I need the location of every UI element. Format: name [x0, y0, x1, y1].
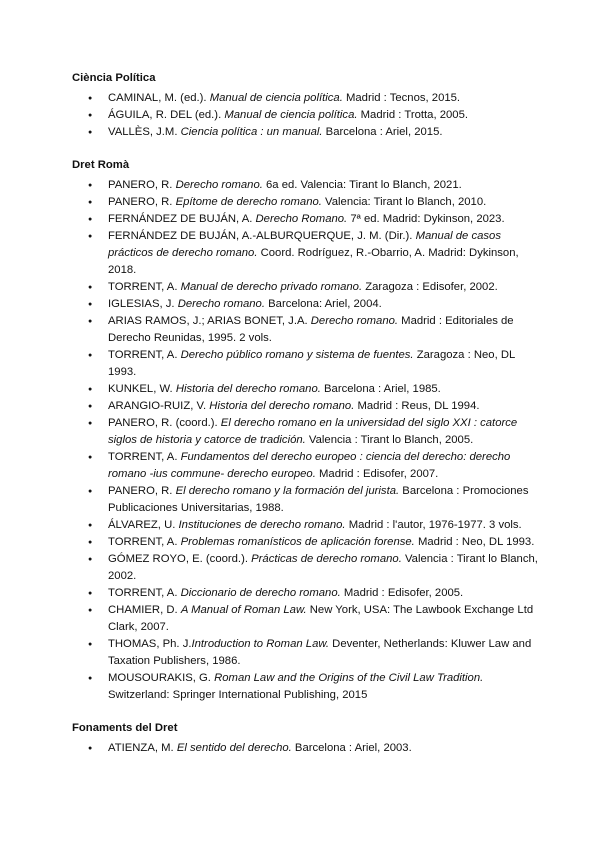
bullet-icon: ●	[88, 233, 93, 240]
reference-item	[72, 398, 540, 415]
reference-publication: Deventer, Netherlands: Kluwer Law and Taxation Publishers, 1986.	[108, 638, 532, 667]
reference-publication: Valencia : Tirant lo Blanch, 2002.	[108, 553, 538, 582]
reference-author: TORRENT, A.	[108, 536, 181, 548]
reference-author: KUNKEL, W.	[108, 383, 176, 395]
reference-item	[72, 517, 540, 534]
bullet-icon: ●	[88, 607, 93, 614]
reference-author: PANERO, R.	[108, 179, 176, 191]
reference-item	[72, 296, 540, 313]
bullet-icon: ●	[88, 454, 93, 461]
bullet-icon: ●	[88, 182, 93, 189]
bullet-icon: ●	[88, 216, 93, 223]
reference-author: FERNÁNDEZ DE BUJÁN, A.	[108, 213, 256, 225]
reference-item	[72, 415, 540, 449]
reference-author: MOUSOURAKIS, G.	[108, 672, 215, 684]
reference-author: TORRENT, A.	[108, 281, 181, 293]
reference-title: Historia del derecho romano.	[209, 400, 355, 412]
bullet-icon: ●	[88, 352, 93, 359]
reference-publication: Madrid : Neo, DL 1993.	[414, 536, 535, 548]
reference-title: Instituciones de derecho romano.	[178, 519, 346, 531]
reference-publication: Zaragoza : Neo, DL 1993.	[108, 349, 515, 378]
reference-publication: Madrid : Reus, DL 1994.	[354, 400, 480, 412]
reference-item	[72, 483, 540, 517]
reference-author: ARIAS RAMOS, J.; ARIAS BONET, J.A.	[108, 315, 311, 327]
bullet-icon: ●	[88, 95, 93, 102]
bullet-icon: ●	[88, 301, 93, 308]
reference-item	[72, 347, 540, 381]
reference-item	[72, 90, 540, 107]
reference-item	[72, 211, 540, 228]
reference-item	[72, 194, 540, 211]
reference-title: Derecho romano.	[175, 179, 263, 191]
bullet-icon: ●	[88, 129, 93, 136]
reference-publication: Switzerland: Springer International Publishing, 2015	[108, 689, 368, 701]
reference-publication: 7ª ed. Madrid: Dykinson, 2023.	[347, 213, 505, 225]
reference-title: El derecho romano en la universidad del siglo XXI : catorce siglos de historia y catorce de tradición.	[108, 417, 518, 446]
reference-item	[72, 177, 540, 194]
bullet-icon: ●	[88, 745, 93, 752]
reference-author: PANERO, R. (coord.).	[108, 417, 221, 429]
reference-item	[72, 551, 540, 585]
reference-author: TORRENT, A.	[108, 451, 181, 463]
reference-author: THOMAS, Ph. J.	[108, 638, 192, 650]
reference-publication: Barcelona : Ariel, 2015.	[322, 126, 443, 138]
reference-author: TORRENT, A.	[108, 587, 181, 599]
reference-title: Problemas romanísticos de aplicación forense.	[180, 536, 415, 548]
reference-title: Manual de ciencia política.	[209, 92, 343, 104]
reference-publication: Madrid : Trotta, 2005.	[357, 109, 469, 121]
reference-author: PANERO, R.	[108, 485, 176, 497]
reference-item	[72, 107, 540, 124]
reference-item	[72, 449, 540, 483]
reference-item	[72, 636, 540, 670]
reference-publication: Madrid : Edisofer, 2007.	[315, 468, 439, 480]
bullet-icon: ●	[88, 488, 93, 495]
bullet-icon: ●	[88, 590, 93, 597]
reference-publication: Zaragoza : Edisofer, 2002.	[362, 281, 498, 293]
reference-title: Derecho romano.	[177, 298, 265, 310]
reference-publication: Valencia : Tirant lo Blanch, 2005.	[305, 434, 474, 446]
reference-publication: Madrid : Editoriales de Derecho Reunidas, 1995. 2 vols.	[108, 315, 514, 344]
bullet-icon: ●	[88, 556, 93, 563]
reference-author: ATIENZA, M.	[108, 742, 177, 754]
bullet-icon: ●	[88, 403, 93, 410]
reference-publication: New York, USA: The Lawbook Exchange Ltd Clark, 2007.	[108, 604, 534, 633]
reference-author: CAMINAL, M. (ed.).	[108, 92, 210, 104]
reference-item	[72, 279, 540, 296]
reference-item	[72, 670, 540, 704]
reference-title: Roman Law and the Origins of the Civil Law Tradition.	[214, 672, 484, 684]
reference-author: ÁLVAREZ, U.	[108, 519, 179, 531]
reference-list	[72, 90, 542, 141]
bullet-icon: ●	[88, 284, 93, 291]
section-heading: Ciència Política	[72, 72, 156, 84]
reference-list	[72, 177, 542, 704]
bullet-icon: ●	[88, 539, 93, 546]
reference-publication: Madrid : l'autor, 1976-1977. 3 vols.	[345, 519, 522, 531]
bullet-icon: ●	[88, 386, 93, 393]
bibliography-section	[72, 70, 542, 141]
document-page	[72, 70, 542, 773]
reference-title: Epítome de derecho romano.	[175, 196, 322, 208]
bullet-icon: ●	[88, 420, 93, 427]
reference-publication: Valencia: Tirant lo Blanch, 2010.	[321, 196, 487, 208]
reference-author: ÁGUILA, R. DEL (ed.).	[108, 109, 225, 121]
section-heading: Dret Romà	[72, 159, 130, 171]
reference-title: Ciencia política : un manual.	[180, 126, 323, 138]
reference-title: Manual de casos prácticos de derecho romano.	[108, 230, 501, 259]
reference-author: TORRENT, A.	[108, 349, 181, 361]
reference-author: PANERO, R.	[108, 196, 176, 208]
reference-title: Historia del derecho romano.	[175, 383, 321, 395]
reference-title: Fundamentos del derecho europeo : ciencia del derecho: derecho romano -ius commune- derecho europeo.	[108, 451, 511, 480]
bullet-icon: ●	[88, 522, 93, 529]
reference-item	[72, 381, 540, 398]
bullet-icon: ●	[88, 318, 93, 325]
reference-title: Derecho público romano y sistema de fuentes.	[180, 349, 414, 361]
reference-title: Diccionario de derecho romano.	[180, 587, 341, 599]
reference-title: Manual de ciencia política.	[224, 109, 358, 121]
reference-publication: Barcelona : Ariel, 1985.	[320, 383, 441, 395]
reference-author: IGLESIAS, J.	[108, 298, 178, 310]
reference-publication: Barcelona : Ariel, 2003.	[291, 742, 412, 754]
bullet-icon: ●	[88, 199, 93, 206]
reference-publication: Madrid : Edisofer, 2005.	[340, 587, 464, 599]
reference-item	[72, 585, 540, 602]
reference-title: Derecho Romano.	[255, 213, 348, 225]
reference-publication: Barcelona: Ariel, 2004.	[264, 298, 382, 310]
reference-author: GÓMEZ ROYO, E. (coord.).	[108, 553, 252, 565]
bullet-icon: ●	[88, 675, 93, 682]
reference-item	[72, 313, 540, 347]
section-heading: Fonaments del Dret	[72, 722, 178, 734]
reference-title: Prácticas de derecho romano.	[251, 553, 402, 565]
bibliography-section	[72, 720, 542, 757]
reference-title: A Manual of Roman Law.	[180, 604, 307, 616]
reference-publication: Barcelona : Promociones Publicaciones Universitarias, 1988.	[108, 485, 529, 514]
bullet-icon: ●	[88, 641, 93, 648]
bullet-icon: ●	[88, 112, 93, 119]
reference-title: El derecho romano y la formación del jurista.	[175, 485, 400, 497]
reference-item	[72, 534, 540, 551]
reference-author: FERNÁNDEZ DE BUJÁN, A.-ALBURQUERQUE, J. M. (Dir.).	[108, 230, 416, 242]
reference-item	[72, 228, 540, 279]
reference-item	[72, 124, 540, 141]
reference-publication: Coord. Rodríguez, R.-Obarrio, A. Madrid: Dykinson, 2018.	[108, 247, 519, 276]
reference-title: Derecho romano.	[310, 315, 399, 327]
reference-list	[72, 740, 542, 757]
reference-title: Manual de derecho privado romano.	[180, 281, 363, 293]
bibliography-section	[72, 157, 542, 704]
reference-publication: Madrid : Tecnos, 2015.	[342, 92, 461, 104]
reference-title: Introduction to Roman Law.	[191, 638, 330, 650]
reference-publication: 6a ed. Valencia: Tirant lo Blanch, 2021.	[262, 179, 462, 191]
reference-author: VALLÈS, J.M.	[108, 126, 181, 138]
reference-item	[72, 740, 540, 757]
reference-author: ARANGIO-RUIZ, V.	[108, 400, 210, 412]
reference-item	[72, 602, 540, 636]
reference-title: El sentido del derecho.	[176, 742, 292, 754]
reference-author: CHAMIER, D.	[108, 604, 181, 616]
